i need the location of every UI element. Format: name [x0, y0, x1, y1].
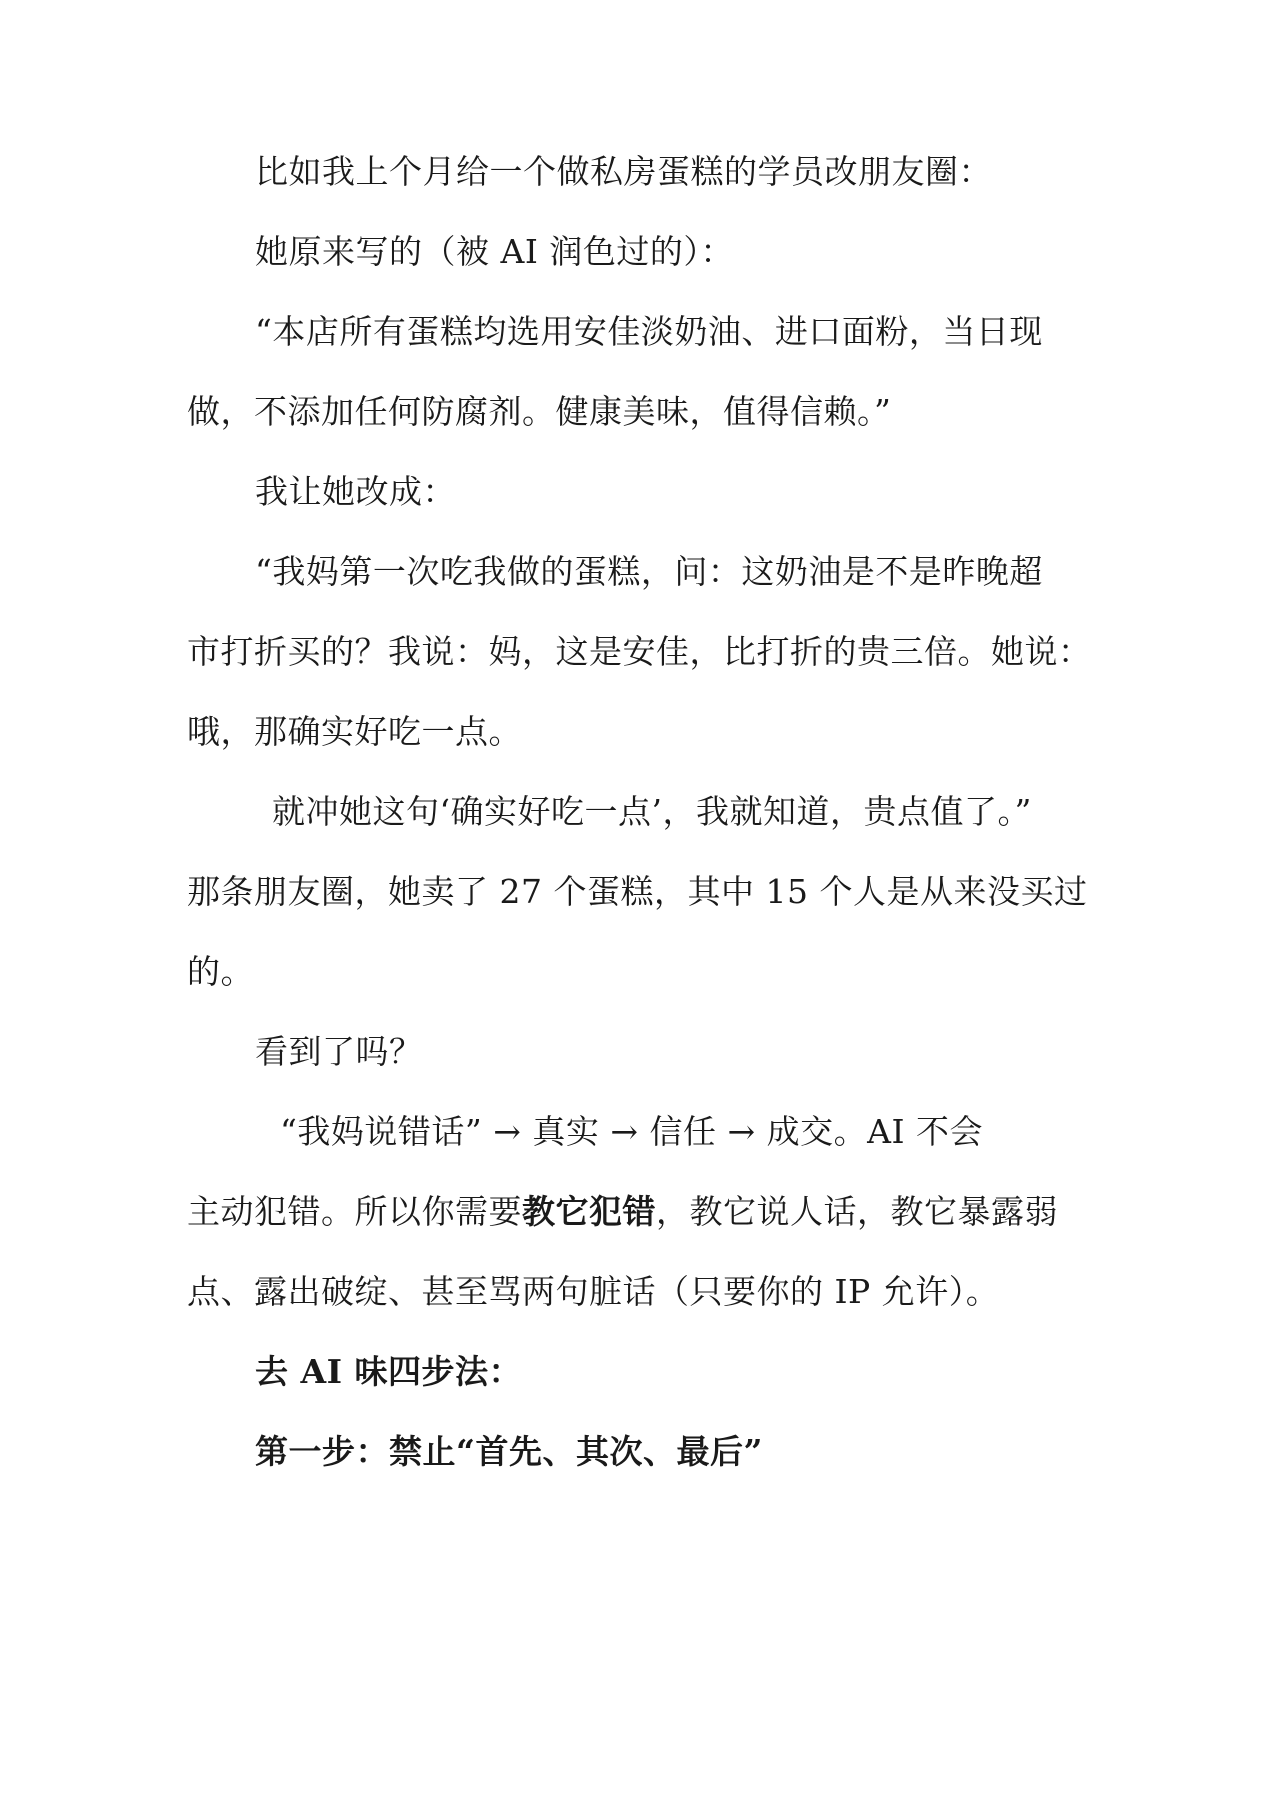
quote-rewrite-line-4: 就冲她这句‘确实好吃一点’，我就知道，贵点值了。” — [272, 792, 1032, 831]
paragraph-chain-line-2 — [187, 1192, 1058, 1232]
quote-rewrite-line-2: 市打折买的？我说：妈，这是安佳，比打折的贵三倍。她说： — [187, 632, 1092, 671]
quote-rewrite-line-1: “我妈第一次吃我做的蛋糕，问：这奶油是不是昨晚超 — [255, 552, 1043, 591]
chain-text-before-emphasis: 主动犯错。所以你需要 — [187, 1192, 522, 1231]
chain-text-after-emphasis: ，教它说人话，教它暴露弱 — [656, 1192, 1058, 1231]
emphasis-teach-mistakes: 教它犯错 — [522, 1192, 656, 1231]
paragraph-rewrite-label: 我让她改成： — [255, 472, 456, 511]
paragraph-original-label: 她原来写的（被 AI 润色过的）： — [255, 232, 734, 271]
result-line-2: 的。 — [187, 952, 254, 991]
paragraph-intro: 比如我上个月给一个做私房蛋糕的学员改朋友圈： — [255, 152, 992, 191]
paragraph-chain-line-1: “我妈说错话” → 真实 → 信任 → 成交。AI 不会 — [280, 1112, 983, 1151]
step-heading-1: 第一步：禁止“首先、其次、最后” — [255, 1432, 763, 1471]
quote-rewrite-line-3: 哦，那确实好吃一点。 — [187, 712, 522, 751]
quote-original-line-2: 做，不添加任何防腐剂。健康美味，值得信赖。” — [187, 392, 892, 431]
paragraph-chain-line-3: 点、露出破绽、甚至骂两句脏话（只要你的 IP 允许）。 — [187, 1272, 1000, 1311]
paragraph-question: 看到了吗？ — [255, 1032, 423, 1071]
result-line-1: 那条朋友圈，她卖了 27 个蛋糕，其中 15 个人是从来没买过 — [187, 872, 1088, 911]
section-heading: 去 AI 味四步法： — [255, 1352, 523, 1391]
quote-original-line-1: “本店所有蛋糕均选用安佳淡奶油、进口面粉，当日现 — [255, 312, 1043, 351]
